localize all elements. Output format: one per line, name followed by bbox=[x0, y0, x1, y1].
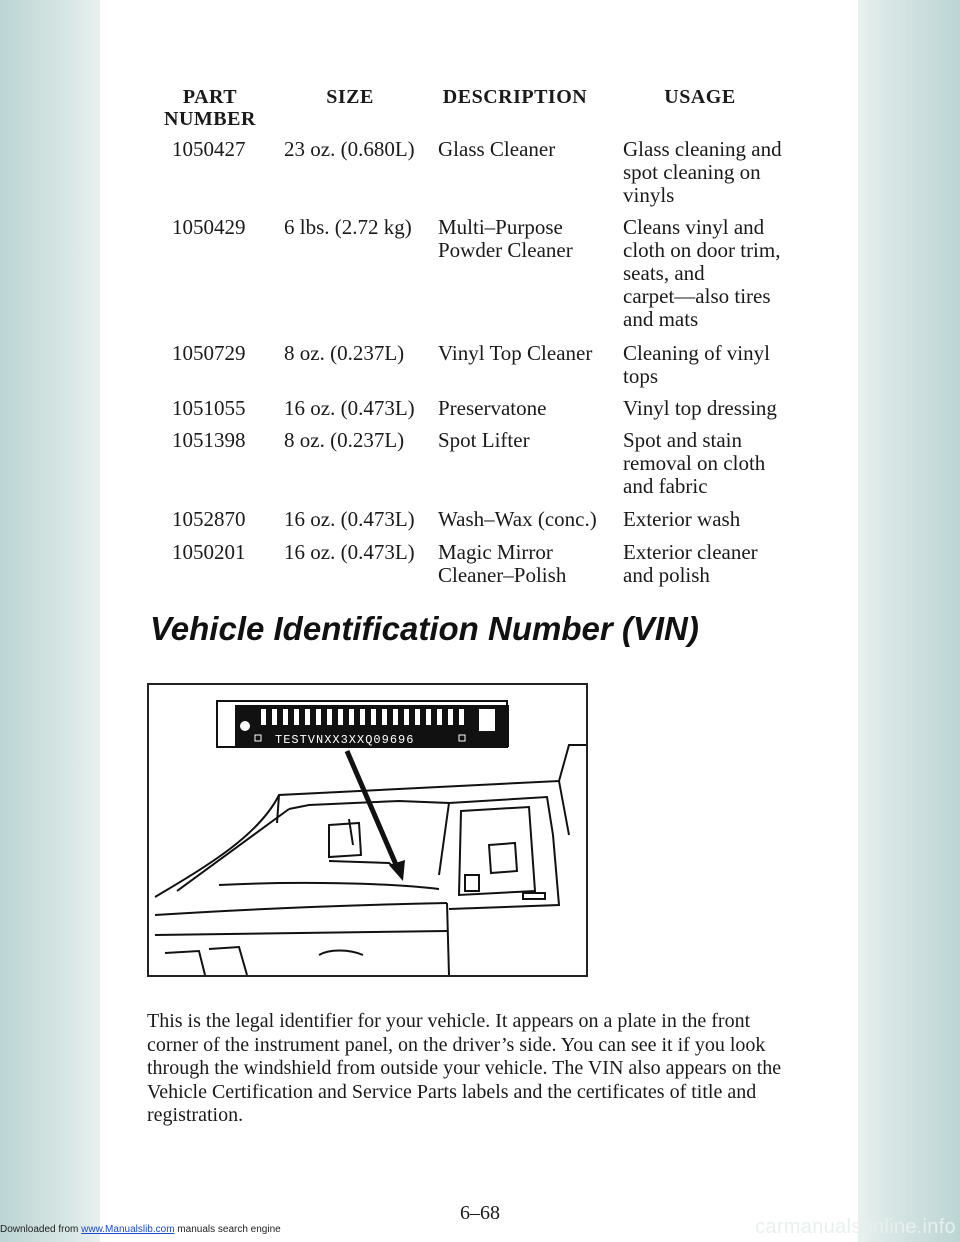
header-usage: USAGE bbox=[664, 86, 736, 108]
cell-size: 8 oz. (0.237L) bbox=[284, 341, 405, 365]
cell-description: Preservatone bbox=[438, 396, 547, 420]
cell-part: 1050429 bbox=[172, 215, 246, 239]
cell-size: 8 oz. (0.237L) bbox=[284, 428, 405, 452]
page-number: 6–68 bbox=[460, 1202, 500, 1224]
vin-illustration bbox=[147, 683, 588, 977]
cell-description: Magic Mirror Cleaner–Polish bbox=[438, 540, 567, 587]
cell-description: Spot Lifter bbox=[438, 428, 530, 452]
cell-description: Wash–Wax (conc.) bbox=[438, 507, 597, 531]
cell-usage: Cleans vinyl and cloth on door trim, seats, and carpet—also tires and mats bbox=[623, 215, 781, 331]
cell-description: Multi–Purpose Powder Cleaner bbox=[438, 215, 573, 262]
cell-part: 1050729 bbox=[172, 341, 246, 365]
header-part-number: PART NUMBER bbox=[164, 86, 256, 130]
cell-part: 1051398 bbox=[172, 428, 246, 452]
cell-usage: Glass cleaning and spot cleaning on vinyls bbox=[623, 137, 782, 207]
left-margin bbox=[0, 0, 100, 1242]
cell-usage: Vinyl top dressing bbox=[623, 396, 777, 420]
cell-part: 1050201 bbox=[172, 540, 246, 564]
section-body: This is the legal identifier for your vehicle. It appears on a plate in the front corner of the instrument panel, on the driver’s side. You can see it if you look through the windshield from outside your vehicle. The VIN also appears on the Vehicle Certification and Service Parts labels and the certificates of title and registration. bbox=[147, 1010, 782, 1126]
vin-plate-text: TESTVNXX3XXQ09696 bbox=[275, 733, 415, 747]
cell-part: 1051055 bbox=[172, 396, 246, 420]
header-size: SIZE bbox=[326, 86, 374, 108]
header-description: DESCRIPTION bbox=[442, 86, 588, 108]
cell-description: Vinyl Top Cleaner bbox=[438, 341, 593, 365]
cell-usage: Exterior wash bbox=[623, 507, 741, 531]
cell-usage: Exterior cleaner and polish bbox=[623, 540, 758, 587]
cell-size: 16 oz. (0.473L) bbox=[284, 396, 415, 420]
footer-prefix: Downloaded from bbox=[0, 1224, 82, 1235]
footer-suffix: manuals search engine bbox=[174, 1224, 281, 1235]
cell-part: 1052870 bbox=[172, 507, 246, 531]
manualslib-link[interactable]: www.Manualslib.com bbox=[81, 1224, 175, 1235]
cell-usage: Cleaning of vinyl tops bbox=[623, 341, 770, 388]
cell-size: 16 oz. (0.473L) bbox=[284, 540, 415, 564]
download-footer bbox=[0, 1224, 281, 1236]
cell-size: 6 lbs. (2.72 kg) bbox=[284, 215, 412, 239]
cell-usage: Spot and stain removal on cloth and fabric bbox=[623, 428, 766, 498]
vin-drawing bbox=[149, 685, 586, 975]
right-margin bbox=[858, 0, 960, 1242]
cell-description: Glass Cleaner bbox=[438, 137, 556, 161]
cell-part: 1050427 bbox=[172, 137, 246, 161]
cell-size: 23 oz. (0.680L) bbox=[284, 137, 415, 161]
watermark: carmanualsonline.info bbox=[755, 1216, 956, 1238]
cell-size: 16 oz. (0.473L) bbox=[284, 507, 415, 531]
section-title: Vehicle Identification Number (VIN) bbox=[150, 610, 699, 647]
